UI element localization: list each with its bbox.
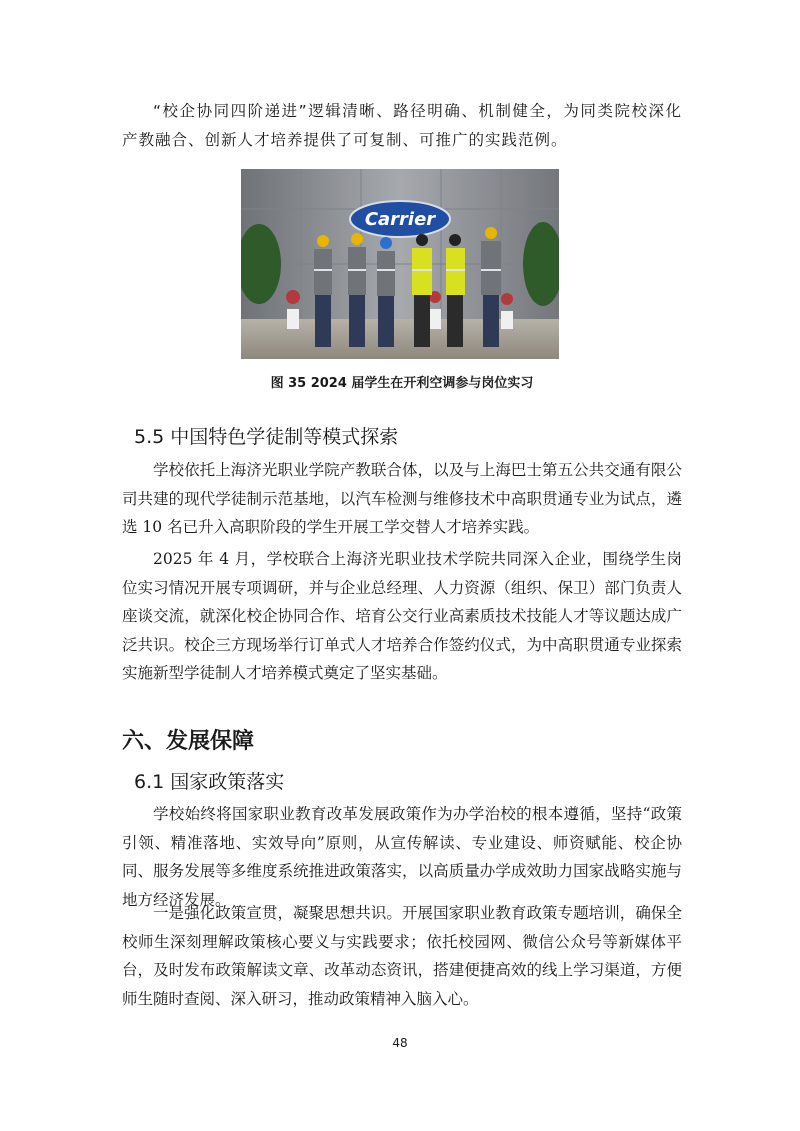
intro-paragraph: “校企协同四阶递进”逻辑清晰、路径明确、机制健全，为同类院校深化产教融合、创新人才培养提供了可复制、可推广的实践范例。	[122, 102, 682, 149]
section-heading-6-1: 6.1 国家政策落实	[134, 771, 285, 793]
paragraph: 一是强化政策宣贯，凝聚思想共识。开展国家职业教育政策专题培训，确保全校师生深刻理解政策核心要义与实践要求；依托校园网、微信公众号等新媒体平台，及时发布政策解读文章、改革动态资讯，搭建便捷高效的线上学习渠道，方便师生随时查阅、深入研习，推动政策精神入脑入心。	[122, 904, 682, 1008]
internship-photo	[241, 169, 559, 359]
paragraph: 学校依托上海济光职业学院产教联合体，以及与上海巴士第五公共交通有限公司共建的现代学徒制示范基地，以汽车检测与维修技术中高职贯通专业为试点，遴选 10 名已升入高职阶段的学生开展工学交替人才培养实践。	[122, 461, 682, 536]
figure-caption: 图 35 2024 届学生在开利空调参与岗位实习	[270, 376, 534, 391]
carrier-logo: Carrier	[364, 209, 436, 230]
section-heading-5-5: 5.5 中国特色学徒制等模式探索	[134, 426, 399, 448]
paragraph: 学校始终将国家职业教育改革发展政策作为办学治校的根本遵循，坚持“政策引领、精准落地、实效导向”原则，从宣传解读、专业建设、师资赋能、校企协同、服务发展等多维度系统推进政策落实，以高质量办学成效助力国家战略实施与地方经济发展。	[122, 805, 682, 909]
chapter-heading-6: 六、发展保障	[122, 729, 255, 754]
internship-photo-graphic	[241, 169, 559, 359]
paragraph: 2025 年 4 月，学校联合上海济光职业技术学院共同深入企业，围绕学生岗位实习情况开展专项调研，并与企业总经理、人力资源（组织、保卫）部门负责人座谈交流，就深化校企协同合作、培育公交行业高素质技术技能人才等议题达成广泛共识。校企三方现场举行订单式人才培养合作签约仪式，为中高职贯通专业探索实施新型学徒制人才培养模式奠定了坚实基础。	[122, 550, 682, 682]
page-number: 48	[392, 1036, 408, 1050]
